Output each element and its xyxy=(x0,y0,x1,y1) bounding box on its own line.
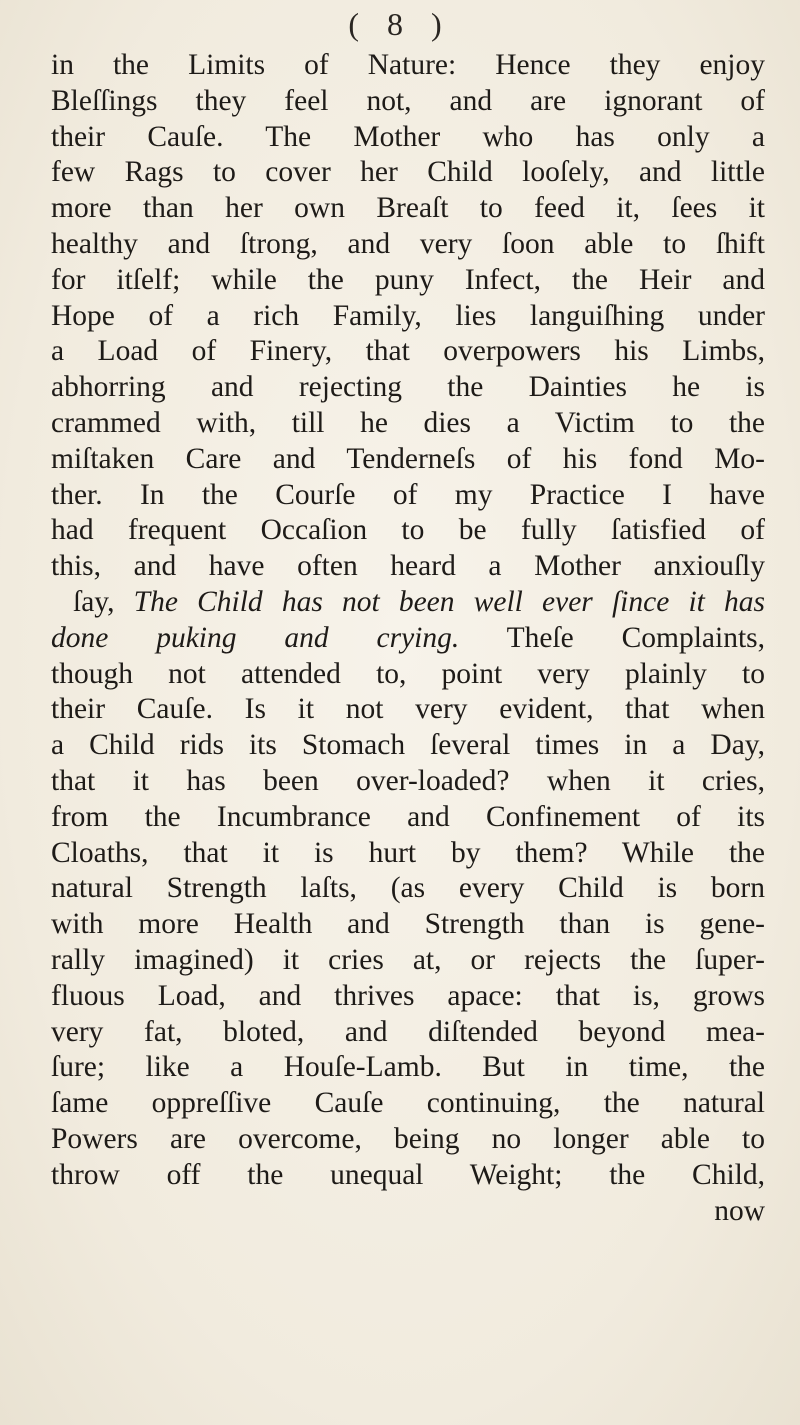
text-line-9: a Load of Finery, that overpowers his Limbs, xyxy=(51,335,765,368)
text-line-12: miſtaken Care and Tenderneſs of his fond Mo- xyxy=(51,442,765,475)
catchword: now xyxy=(714,1194,765,1227)
text-line-25: with more Health and Strength than is gene- xyxy=(51,908,765,941)
text-line-16-prefix: ſay, xyxy=(73,585,134,618)
text-line-26: rally imagined) it cries at, or rejects the ſuper- xyxy=(51,943,765,976)
body-text xyxy=(51,48,765,1229)
text-line-13: ther. In the Courſe of my Practice I have xyxy=(51,478,765,511)
text-line-20: a Child rids its Stomach ſeveral times in a Day, xyxy=(51,729,765,762)
text-line-17-rest: Theſe Complaints, xyxy=(459,621,766,654)
text-line-30: ſame oppreſſive Cauſe continuing, the natural xyxy=(51,1087,765,1120)
italic-quote-part-2: done puking and crying. xyxy=(51,621,460,654)
italic-quote-part-1: The Child has not been well ever ſince it has xyxy=(133,585,765,618)
text-line-29: ſure; like a Houſe-Lamb. But in time, the xyxy=(51,1051,765,1084)
text-line-17 xyxy=(51,621,765,657)
text-line-15: this, and have often heard a Mother anxiouſly xyxy=(51,550,765,583)
text-line-14: had frequent Occaſion to be fully ſatisfied of xyxy=(51,514,765,547)
text-line-18: though not attended to, point very plainly to xyxy=(51,657,765,690)
text-line-23: Cloaths, that it is hurt by them? While the xyxy=(51,836,765,869)
text-line-16 xyxy=(51,585,765,621)
text-line-32: throw off the unequal Weight; the Child, xyxy=(51,1158,765,1191)
text-line-27: fluous Load, and thrives apace: that is, grows xyxy=(51,979,765,1012)
text-line-10: abhorring and rejecting the Dainties he is xyxy=(51,371,765,404)
text-line-4: few Rags to cover her Child looſely, and little xyxy=(51,156,765,189)
text-line-1: in the Limits of Nature: Hence they enjoy xyxy=(51,49,765,81)
text-line-21: that it has been over-loaded? when it cries, xyxy=(51,764,765,797)
text-line-28: very fat, bloted, and diſtended beyond mea- xyxy=(51,1015,765,1048)
text-line-24: natural Strength laſts, (as every Child is born xyxy=(51,872,765,905)
text-line-11: crammed with, till he dies a Victim to the xyxy=(51,406,765,439)
text-line-3: their Cauſe. The Mother who has only a xyxy=(51,120,765,153)
text-line-2: Bleſſings they feel not, and are ignorant of xyxy=(51,84,765,117)
text-line-5: more than her own Breaſt to feed it, ſees it xyxy=(51,192,765,225)
text-line-6: healthy and ſtrong, and very ſoon able to ſhift xyxy=(51,227,765,260)
text-line-31: Powers are overcome, being no longer able to xyxy=(51,1122,765,1155)
text-line-19: their Cauſe. Is it not very evident, that when xyxy=(51,693,765,726)
text-line-22: from the Incumbrance and Confinement of its xyxy=(51,800,765,833)
text-line-7: for itſelf; while the puny Infect, the Heir and xyxy=(51,263,765,296)
text-line-8: Hope of a rich Family, lies languiſhing under xyxy=(51,299,765,332)
page-number: ( 8 ) xyxy=(348,6,452,42)
